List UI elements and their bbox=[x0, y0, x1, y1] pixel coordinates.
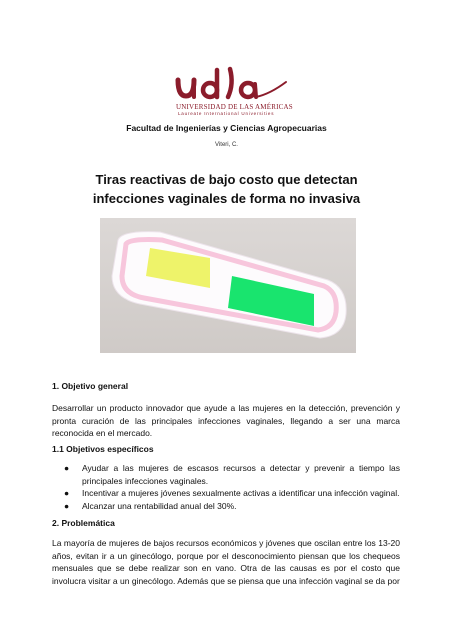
list-item bbox=[52, 487, 400, 500]
udla-logo-mark bbox=[170, 66, 290, 104]
logo-university-name: UNIVERSIDAD DE LAS AMÉRICAS bbox=[176, 103, 293, 111]
bullet-icon: ● bbox=[64, 463, 70, 473]
list-item-text: Incentivar a mujeres jóvenes sexualmente activas a identificar una infección vaginal. bbox=[82, 488, 400, 498]
bullet-icon: ● bbox=[64, 488, 70, 498]
list-item bbox=[52, 462, 400, 487]
list-item-text: Ayudar a las mujeres de escasos recursos a detectar y prevenir a tiempo las principales infecciones vaginales. bbox=[82, 463, 400, 486]
list-item bbox=[52, 500, 400, 513]
section-heading-objetivo-general: 1. Objetivo general bbox=[52, 381, 129, 391]
document-title: Tiras reactivas de bajo costo que detectan infecciones vaginales de forma no invasiva bbox=[92, 172, 361, 206]
test-strip-image bbox=[100, 218, 356, 353]
paragraph-objetivo-general: Desarrollar un producto innovador que ayude a las mujeres en la detección, prevención y pronta curación de las principales infecciones vaginales, llegando a ser una marca reconocida en el mercado. bbox=[52, 403, 400, 438]
university-logo bbox=[170, 66, 293, 120]
faculty-heading: Facultad de Ingenierías y Ciencias Agropecuarias bbox=[126, 123, 327, 133]
author-name: Viteri, C. bbox=[215, 142, 238, 148]
logo-tagline: Laureate International Universities bbox=[178, 111, 275, 116]
paragraph-problematica: La mayoría de mujeres de bajos recursos económicos y jóvenes que oscilan entre los 13-20 años, evitan ir a un ginecólogo, porque por el desconocimiento piensan que los chequeos mensuales que se debe realizar son en vano. Otra de las causas es por el costo que involucra visitar a un ginecólogo. Además que se piensa que una infección vaginal se da por bbox=[52, 538, 400, 586]
bullet-icon: ● bbox=[64, 500, 70, 511]
section-heading-problematica: 2. Problemática bbox=[52, 518, 115, 528]
objectives-list bbox=[52, 462, 400, 512]
section-heading-objetivos-especificos: 1.1 Objetivos específicos bbox=[52, 444, 154, 454]
list-item-text: Alcanzar una rentabilidad anual del 30%. bbox=[82, 500, 237, 511]
